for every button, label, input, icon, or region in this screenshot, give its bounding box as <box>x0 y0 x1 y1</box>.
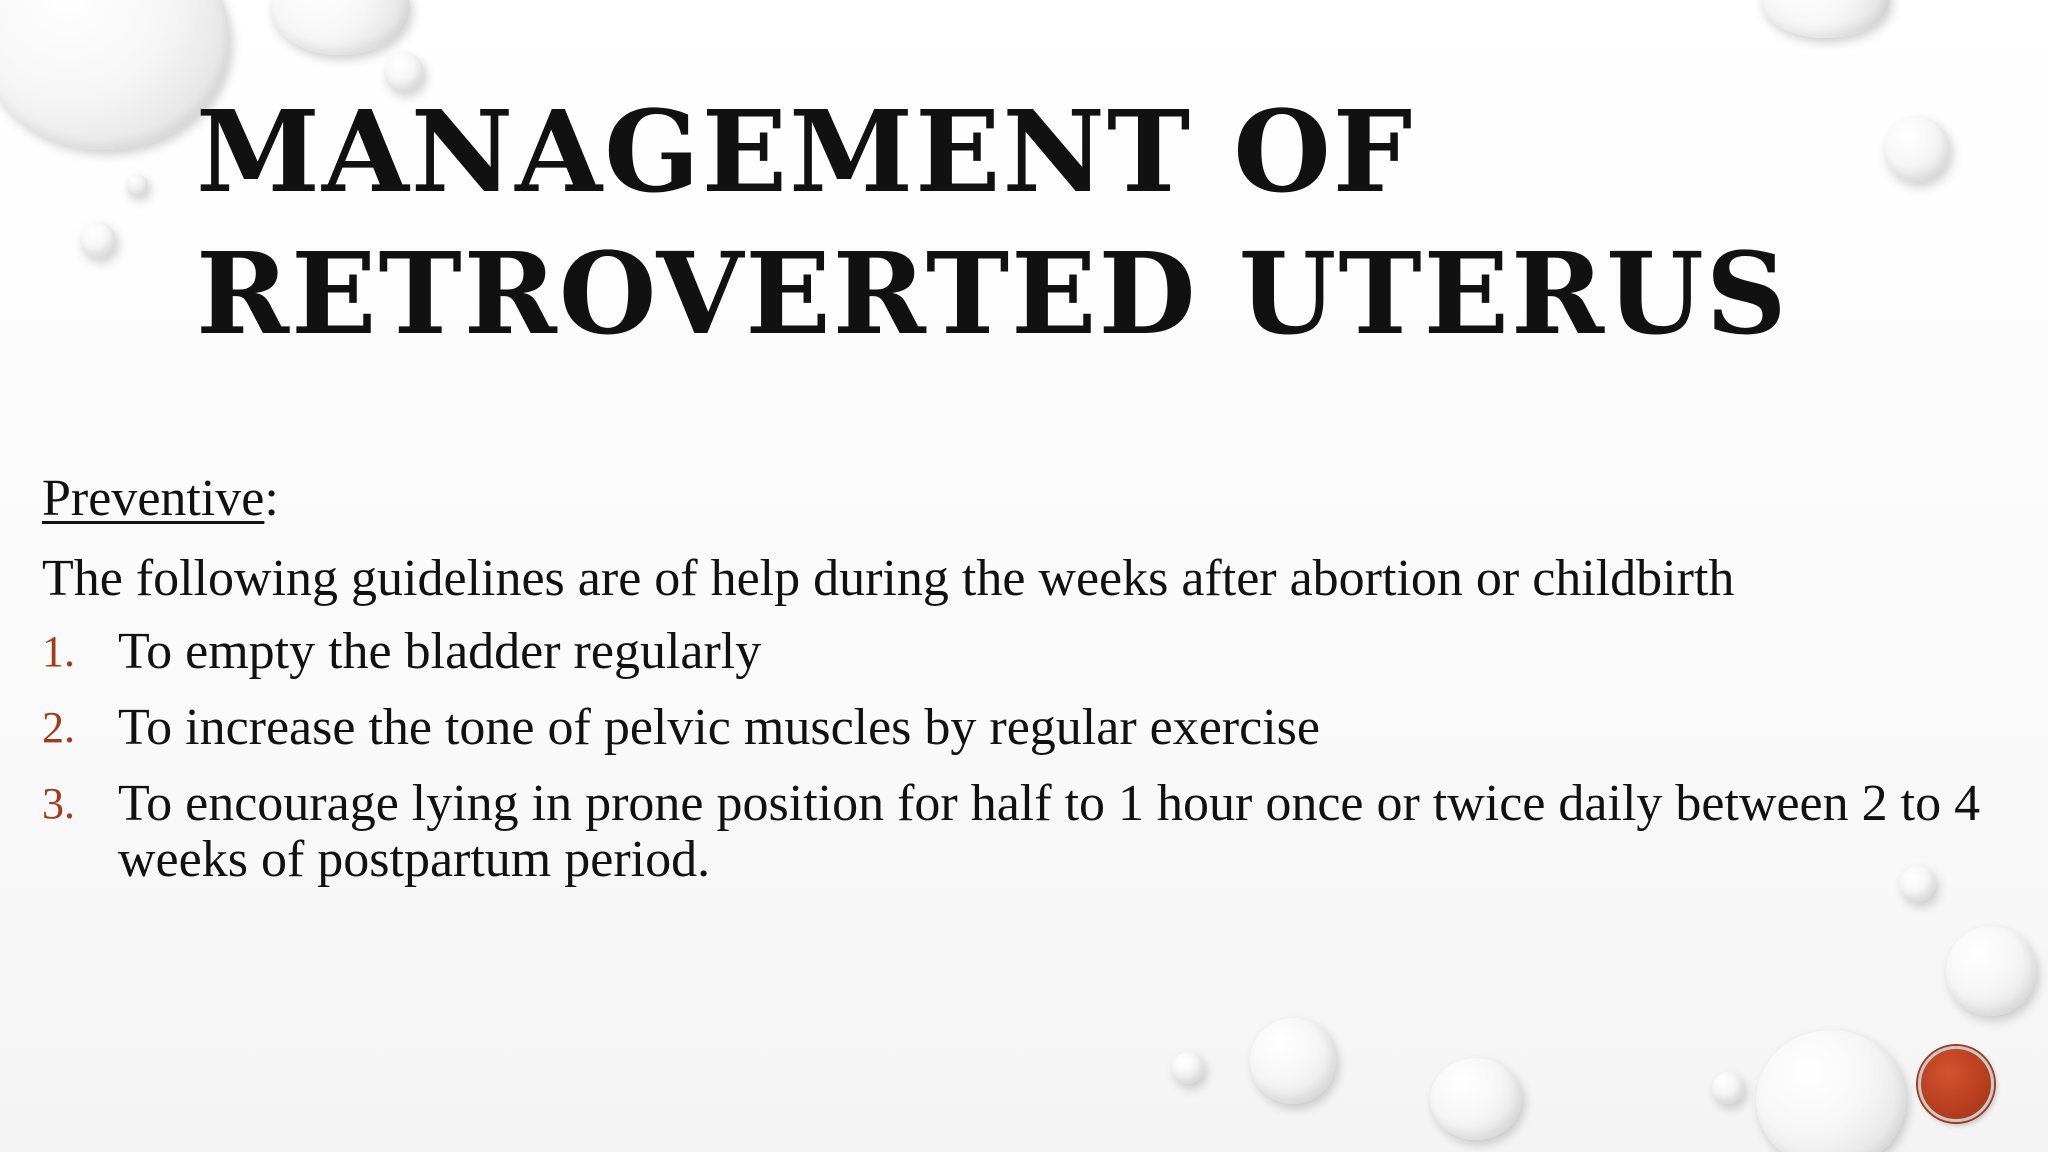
list-item-number: 2. <box>42 703 75 752</box>
section-heading-text: Preventive <box>42 470 265 527</box>
water-drop-decoration <box>270 0 410 55</box>
water-drop-decoration <box>1712 1072 1744 1104</box>
title-line-1: MANAGEMENT OF <box>196 87 1415 218</box>
water-drop-decoration <box>80 222 116 258</box>
water-drop-decoration <box>1946 926 2036 1016</box>
water-drop-decoration <box>1756 1030 1906 1152</box>
list-item <box>42 700 2042 756</box>
list-item-text: To encourage lying in prone position for half to 1 hour once or twice daily between 2 to 4 weeks of postpartum period. <box>118 775 1981 888</box>
list-item-text: To increase the tone of pelvic muscles by regular exercise <box>118 699 1320 756</box>
water-drop-decoration <box>126 174 148 196</box>
section-heading <box>42 462 2042 536</box>
guideline-list <box>42 624 2042 888</box>
section-heading-colon: : <box>264 470 279 527</box>
slide-title <box>196 82 1896 366</box>
water-drop-decoration <box>1760 0 1890 38</box>
slide-indicator-icon <box>1918 1046 1994 1122</box>
list-item-number: 1. <box>42 627 75 676</box>
title-line-2: RETROVERTED UTERUS <box>196 229 1789 360</box>
list-item-number: 3. <box>42 779 75 828</box>
water-drop-decoration <box>1250 1018 1336 1104</box>
slide-body <box>42 462 2042 908</box>
water-drop-decoration <box>1172 1052 1204 1084</box>
water-drop-decoration <box>1430 1058 1522 1140</box>
list-item <box>42 624 2042 680</box>
list-item-text: To empty the bladder regularly <box>118 623 762 680</box>
list-item <box>42 776 2042 888</box>
intro-text: The following guidelines are of help during the weeks after abortion or childbirth <box>42 550 1735 607</box>
